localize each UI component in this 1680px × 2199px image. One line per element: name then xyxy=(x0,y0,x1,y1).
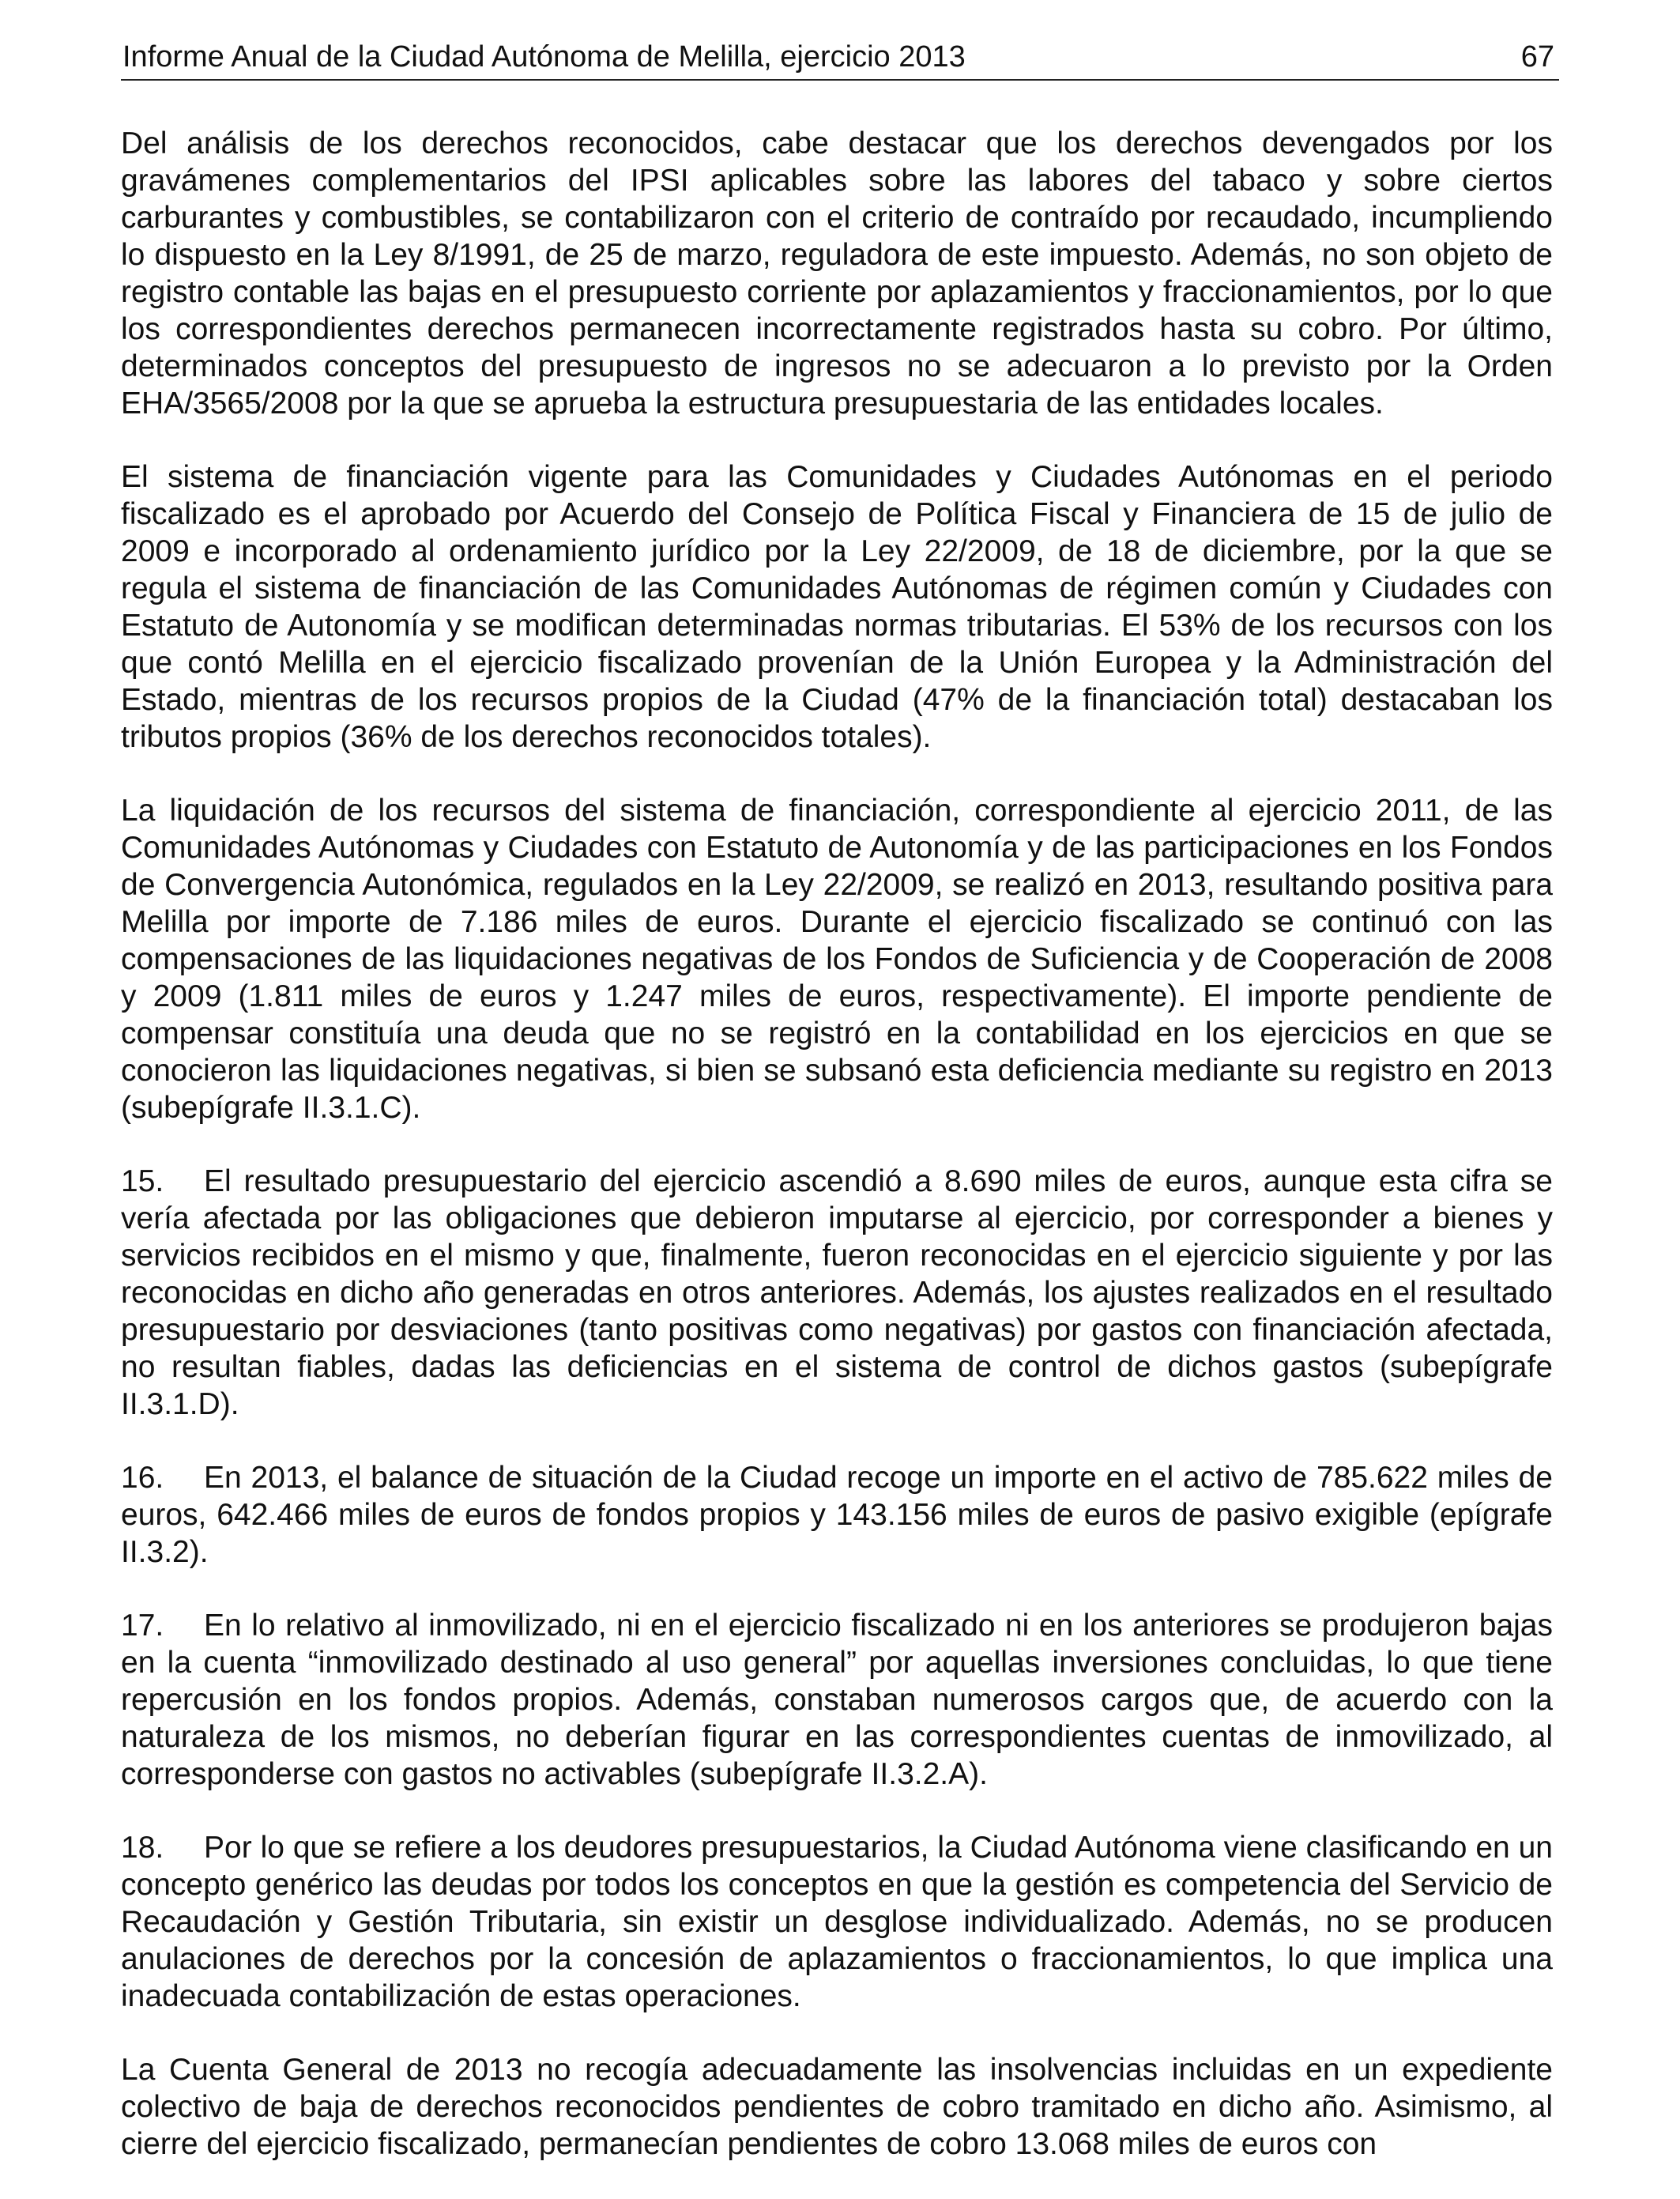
paragraph-number: 15. xyxy=(121,1164,164,1198)
paragraph-text: En lo relativo al inmovilizado, ni en el ejercicio fiscalizado ni en los anteriores se produjeron bajas en la cuenta “inmovilizado destinado al uso general” por aquellas inversiones concluidas, lo que tiene repercusión en los fondos propios. Además, constaban numerosos cargos que, de acuerdo con la naturaleza de los mismos, no deberían figurar en las correspondientes cuentas de inmovilizado, al corresponderse con gastos no activables (subepígrafe II.3.2.A). xyxy=(121,1609,1553,1791)
paragraph-text: El sistema de financiación vigente para las Comunidades y Ciudades Autónomas en el periodo fiscalizado es el aprobado por Acuerdo del Consejo de Política Fiscal y Financiera de 15 de julio de 2009 e incorporado al ordenamiento jurídico por la Ley 22/2009, de 18 de diciembre, por la que se regula el sistema de financiación de las Comunidades Autónomas de régimen común y Ciudades con Estatuto de Autonomía y se modifican determinadas normas tributarias. El 53% de los recursos con los que contó Melilla en el ejercicio fiscalizado provenían de la Unión Europea y la Administración del Estado, mientras de los recursos propios de la Ciudad (47% de la financiación total) destacaban los tributos propios (36% de los derechos reconocidos totales). xyxy=(121,460,1553,754)
page-number: 67 xyxy=(1520,40,1554,74)
paragraph-text: La liquidación de los recursos del sistema de financiación, correspondiente al ejercicio 2011, de las Comunidades Autónomas y Ciudades con Estatuto de Autonomía y de las participaciones en los Fondos de Convergencia Autonómica, regulados en la Ley 22/2009, se realizó en 2013, resultando positiva para Melilla por importe de 7.186 miles de euros. Durante el ejercicio fiscalizado se continuó con las compensaciones de las liquidaciones negativas de los Fondos de Suficiencia y de Cooperación de 2008 y 2009 (1.811 miles de euros y 1.247 miles de euros, respectivamente). El importe pendiente de compensar constituía una deuda que no se registró en la contabilidad en los ejercicios en que se conocieron las liquidaciones negativas, si bien se subsanó esta deficiencia mediante su registro en 2013 (subepígrafe II.3.1.C). xyxy=(121,794,1553,1125)
paragraph-number: 17. xyxy=(121,1609,164,1643)
page-header xyxy=(121,35,1559,81)
numbered-paragraph-16 xyxy=(121,1459,1553,1571)
paragraph xyxy=(121,792,1553,1126)
paragraph-text: El resultado presupuestario del ejercicio ascendió a 8.690 miles de euros, aunque esta cifra se vería afectada por las obligaciones que debieron imputarse al ejercicio, por corresponder a bienes y servicios recibidos en el mismo y que, finalmente, fueron reconocidas en el ejercicio siguiente y por las reconocidas en dicho año generadas en otros anteriores. Además, los ajustes realizados en el resultado presupuestario por desviaciones (tanto positivas como negativas) por gastos con financiación afectada, no resultan fiables, dadas las deficiencias en el sistema de control de dichos gastos (subepígrafe II.3.1.D). xyxy=(121,1164,1553,1421)
paragraph-number: 18. xyxy=(121,1831,164,1865)
numbered-paragraph-17 xyxy=(121,1607,1553,1793)
paragraph-text: En 2013, el balance de situación de la Ciudad recoge un importe en el activo de 785.622 miles de euros, 642.466 miles de euros de fondos propios y 143.156 miles de euros de pasivo exigible (epígrafe II.3.2). xyxy=(121,1461,1553,1569)
document-body xyxy=(121,125,1553,2199)
header-title: Informe Anual de la Ciudad Autónoma de Melilla, ejercicio 2013 xyxy=(122,40,966,74)
paragraph-text: La Cuenta General de 2013 no recogía adecuadamente las insolvencias incluidas en un expediente colectivo de baja de derechos reconocidos pendientes de cobro tramitado en dicho año. Asimismo, al cierre del ejercicio fiscalizado, permanecían pendientes de cobro 13.068 miles de euros con xyxy=(121,2053,1553,2161)
numbered-paragraph-15 xyxy=(121,1163,1553,1423)
paragraph xyxy=(121,125,1553,422)
paragraph-text: Del análisis de los derechos reconocidos, cabe destacar que los derechos devengados por los gravámenes complementarios del IPSI aplicables sobre las labores del tabaco y sobre ciertos carburantes y combustibles, se contabilizaron con el criterio de contraído por recaudado, incumpliendo lo dispuesto en la Ley 8/1991, de 25 de marzo, reguladora de este impuesto. Además, no son objeto de registro contable las bajas en el presupuesto corriente por aplazamientos y fraccionamientos, por lo que los correspondientes derechos permanecen incorrectamente registrados hasta su cobro. Por último, determinados conceptos del presupuesto de ingresos no se adecuaron a lo previsto por la Orden EHA/3565/2008 por la que se aprueba la estructura presupuestaria de las entidades locales. xyxy=(121,126,1553,421)
paragraph xyxy=(121,2051,1553,2163)
paragraph-text: Por lo que se refiere a los deudores presupuestarios, la Ciudad Autónoma viene clasificando en un concepto genérico las deudas por todos los conceptos en que la gestión es competencia del Servicio de Recaudación y Gestión Tributaria, sin existir un desglose individualizado. Además, no se producen anulaciones de derechos por la concesión de aplazamientos o fraccionamientos, lo que implica una inadecuada contabilización de estas operaciones. xyxy=(121,1831,1553,2013)
paragraph-number: 16. xyxy=(121,1461,164,1495)
paragraph xyxy=(121,458,1553,756)
numbered-paragraph-18 xyxy=(121,1829,1553,2015)
